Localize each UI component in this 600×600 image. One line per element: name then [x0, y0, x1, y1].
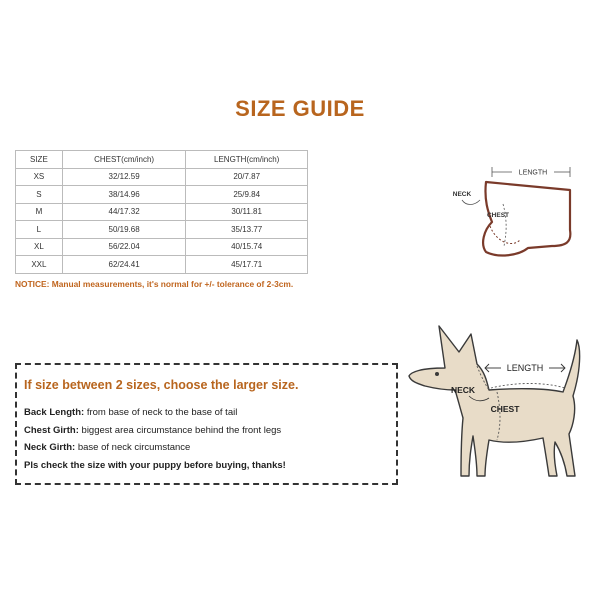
dress-diagram	[448, 160, 588, 270]
cell-chest: 56/22.04	[62, 238, 186, 256]
dress-length-label: LENGTH	[518, 169, 548, 177]
neck-girth-label: Neck Girth:	[24, 442, 76, 453]
dog-silhouette	[409, 326, 580, 476]
table-row	[16, 168, 308, 186]
cell-size: XXL	[16, 256, 63, 274]
cell-length: 25/9.84	[186, 186, 308, 204]
table-header-row	[16, 151, 308, 169]
dog-diagram	[405, 318, 595, 488]
cell-chest: 32/12.59	[62, 168, 186, 186]
dress-neck-arrow	[462, 200, 480, 205]
cell-size: XS	[16, 168, 63, 186]
size-table	[15, 150, 308, 274]
cell-chest: 50/19.68	[62, 221, 186, 239]
chest-girth-text: biggest area circumstance behind the front legs	[78, 425, 282, 436]
info-headline: If size between 2 sizes, choose the larger size.	[24, 378, 299, 392]
notice-text: NOTICE: Manual measurements, it's normal for +/- tolerance of 2-3cm.	[15, 279, 294, 289]
chest-girth-label: Chest Girth:	[24, 425, 79, 436]
neck-girth-text: base of neck circumstance	[75, 442, 191, 453]
header-length: LENGTH(cm/inch)	[186, 151, 308, 169]
cell-length: 35/13.77	[186, 221, 308, 239]
cell-chest: 38/14.96	[62, 186, 186, 204]
chest-girth-line	[24, 425, 281, 436]
header-size: SIZE	[16, 151, 63, 169]
table-row	[16, 186, 308, 204]
cell-length: 40/15.74	[186, 238, 308, 256]
cell-length: 30/11.81	[186, 203, 308, 221]
dog-length-label: LENGTH	[506, 363, 544, 373]
cell-chest: 44/17.32	[62, 203, 186, 221]
cell-chest: 62/24.41	[62, 256, 186, 274]
info-box	[15, 363, 398, 485]
cell-length: 20/7.87	[186, 168, 308, 186]
dog-chest-label: CHEST	[490, 404, 520, 414]
cell-size: M	[16, 203, 63, 221]
info-footer: Pls check the size with your puppy before buying, thanks!	[24, 460, 286, 471]
table-row	[16, 203, 308, 221]
dog-neck-label: NECK	[450, 385, 476, 395]
table-row	[16, 221, 308, 239]
back-length-text: from base of neck to the base of tail	[84, 407, 238, 418]
cell-size: L	[16, 221, 63, 239]
neck-girth-line	[24, 442, 190, 453]
header-chest: CHEST(cm/inch)	[62, 151, 186, 169]
back-measure-line	[491, 384, 565, 389]
table-row	[16, 256, 308, 274]
dress-neck-label: NECK	[452, 191, 472, 198]
back-length-label: Back Length:	[24, 407, 85, 418]
cell-length: 45/17.71	[186, 256, 308, 274]
table-row	[16, 238, 308, 256]
cell-size: S	[16, 186, 63, 204]
page-title: SIZE GUIDE	[235, 96, 365, 121]
cell-size: XL	[16, 238, 63, 256]
dog-eye	[435, 372, 439, 376]
back-length-line	[24, 407, 237, 418]
dress-chest-label: CHEST	[486, 212, 510, 219]
